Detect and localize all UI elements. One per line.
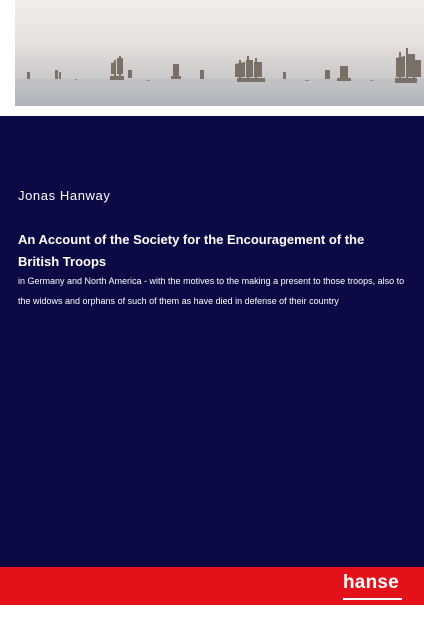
author-name: Jonas Hanway (18, 188, 111, 203)
cover-background (0, 116, 424, 567)
book-title: An Account of the Society for the Encouragement of the British Troops (18, 232, 365, 269)
book-subtitle: in Germany and North America - with the motives to the making a present to those troops, also to the widows and orphans of such of them as have died in defense of their country (18, 276, 405, 307)
tall-ships-photo (15, 0, 424, 106)
publisher-logo: hanse (343, 572, 399, 593)
logo-underline (343, 598, 402, 600)
cover-photo-frame (0, 0, 424, 116)
bottom-margin (0, 605, 424, 630)
tall-ships-illustration (15, 0, 424, 106)
